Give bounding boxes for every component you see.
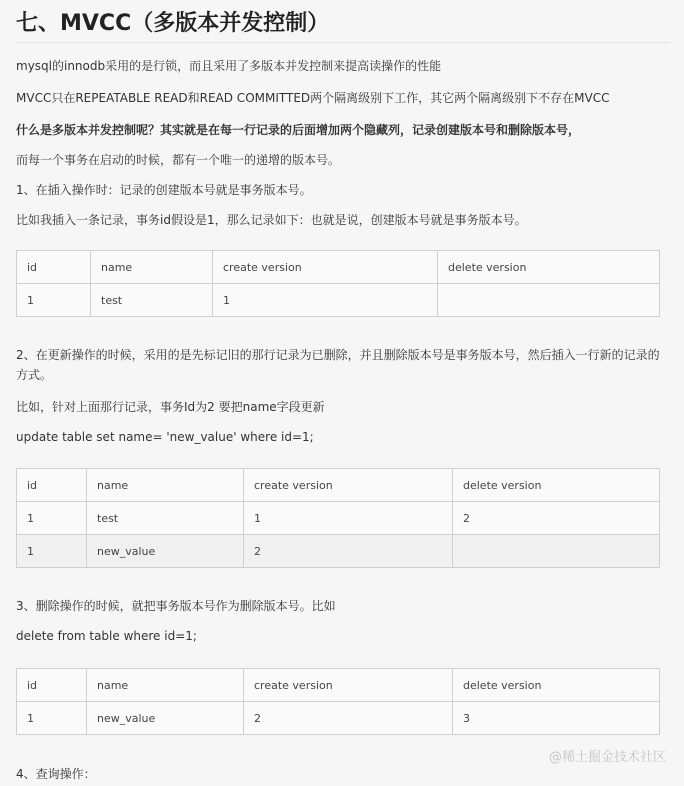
- paragraph: MVCC只在REPEATABLE READ和READ COMMITTED两个隔离级别下工作，其它两个隔离级别下不存在MVCC: [16, 91, 610, 105]
- code-line: delete from table where id=1;: [16, 629, 197, 643]
- paragraph: mysql的innodb采用的是行锁，而且采用了多版本并发控制来提高读操作的性能: [16, 59, 442, 73]
- table-row: [17, 702, 660, 735]
- delete-table: [16, 668, 660, 735]
- header-cell: delete version: [453, 669, 660, 702]
- update-table: [16, 468, 660, 568]
- paragraph: 比如我插入一条记录，事务id假设是1，那么记录如下：也就是说，创建版本号就是事务版本号。: [16, 213, 527, 227]
- cell: 2: [453, 502, 660, 535]
- paragraph: 什么是多版本并发控制呢？其实就是在每一行记录的后面增加两个隐藏列，记录创建版本号和删除版本号，: [16, 123, 581, 137]
- header-cell: delete version: [453, 469, 660, 502]
- section-title: 七、MVCC（多版本并发控制）: [16, 11, 330, 36]
- paragraph: 而每一个事务在启动的时候，都有一个唯一的递增的版本号。: [16, 153, 341, 167]
- table-row: [17, 535, 660, 568]
- header-cell: delete version: [438, 251, 660, 284]
- cell: [453, 535, 660, 568]
- header-cell: create version: [244, 469, 453, 502]
- header-cell: name: [91, 251, 213, 284]
- paragraph: 比如，针对上面那行记录，事务Id为2 要把name字段更新: [16, 400, 325, 414]
- table-header-row: [17, 251, 660, 284]
- paragraph: 3、删除操作的时候，就把事务版本号作为删除版本号。比如: [16, 599, 336, 613]
- code-line: update table set name= 'new_value' where id=1;: [16, 430, 314, 444]
- header-cell: create version: [213, 251, 438, 284]
- cell: 3: [453, 702, 660, 735]
- cell: 1: [17, 502, 87, 535]
- cell: 2: [244, 702, 453, 735]
- title-divider: [16, 42, 670, 43]
- table-row: [17, 284, 660, 317]
- cell: test: [91, 284, 213, 317]
- cell: 1: [17, 284, 91, 317]
- header-cell: create version: [244, 669, 453, 702]
- paragraph: 4、查询操作：: [16, 767, 96, 781]
- header-cell: name: [87, 669, 244, 702]
- header-cell: name: [87, 469, 244, 502]
- cell: test: [87, 502, 244, 535]
- cell: [438, 284, 660, 317]
- table-header-row: [17, 669, 660, 702]
- cell: new_value: [87, 702, 244, 735]
- cell: 1: [213, 284, 438, 317]
- paragraph: 2、在更新操作的时候，采用的是先标记旧的那行记录为已删除，并且删除版本号是事务版本号，然后插入一行新的记录的方式。: [16, 348, 660, 382]
- cell: 2: [244, 535, 453, 568]
- insert-table: [16, 250, 660, 317]
- header-cell: id: [17, 469, 87, 502]
- watermark: @稀土掘金技术社区: [548, 750, 666, 765]
- cell: 1: [17, 535, 87, 568]
- paragraph: 1、在插入操作时：记录的创建版本号就是事务版本号。: [16, 183, 312, 197]
- header-cell: id: [17, 251, 91, 284]
- cell: 1: [244, 502, 453, 535]
- cell: new_value: [87, 535, 244, 568]
- header-cell: id: [17, 669, 87, 702]
- table-row: [17, 502, 660, 535]
- cell: 1: [17, 702, 87, 735]
- table-header-row: [17, 469, 660, 502]
